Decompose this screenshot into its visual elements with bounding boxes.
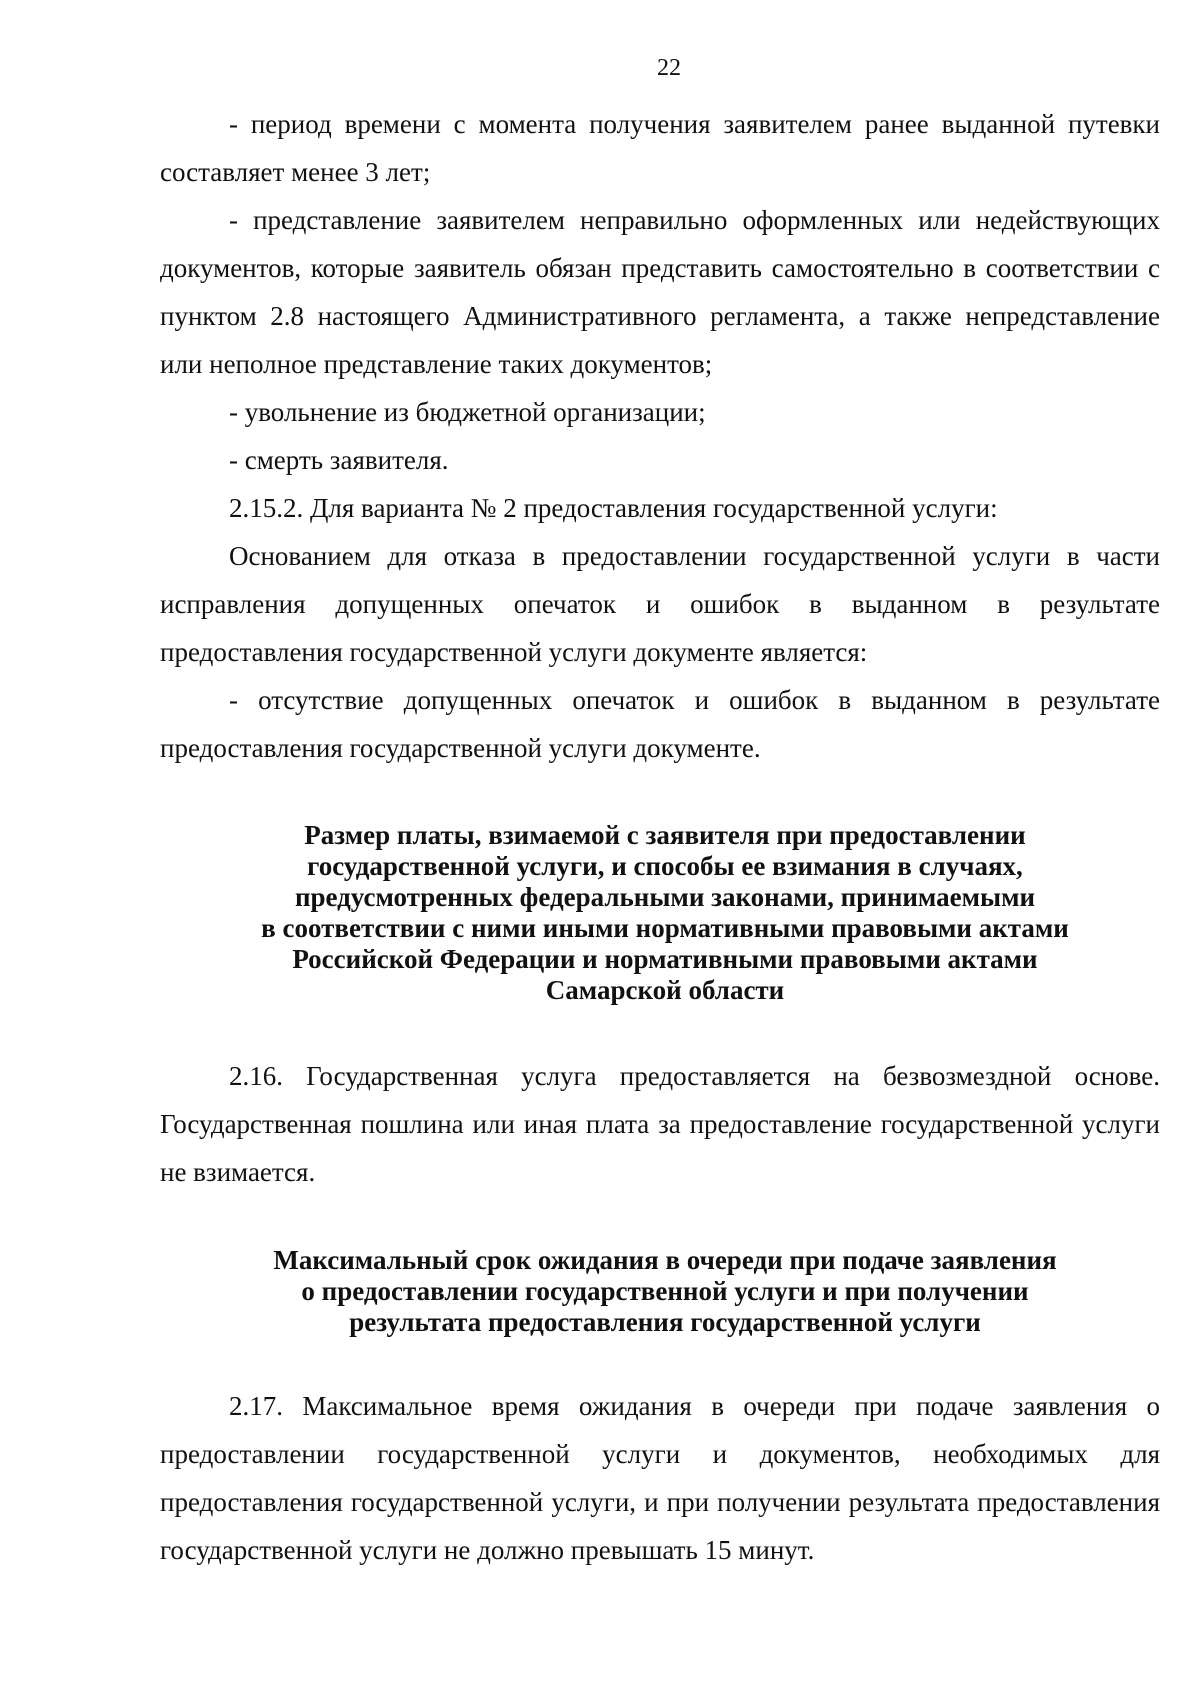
heading-line: Максимальный срок ожидания в очереди при подаче заявления [273, 1245, 1057, 1275]
heading-line: результата предоставления государственной услуги [349, 1307, 981, 1337]
paragraph-no-errors: - отсутствие допущенных опечаток и ошибок в выданном в результате предоставления государственной услуги документе. [160, 685, 1160, 763]
paragraph-dismissal: - увольнение из бюджетной организации; [229, 397, 706, 427]
paragraph-2-17: 2.17. Максимальное время ожидания в очереди при подаче заявления о предоставлении государственной услуги и документов, необходимых для предоставления государственной услуги, и при получении результата предоставления государственной услуги не должно превышать 15 минут. [160, 1391, 1160, 1565]
paragraph-2-15-2: 2.15.2. Для варианта № 2 предоставления государственной услуги: [229, 493, 998, 523]
heading-line: о предоставлении государственной услуги и при получении [301, 1276, 1029, 1306]
paragraph-death: - смерть заявителя. [229, 445, 449, 475]
document-page [160, 55, 1160, 1574]
paragraph-travel-voucher-period: - период времени с момента получения заявителем ранее выданной путевки составляет менее 3 лет; [160, 109, 1160, 187]
heading-line: предусмотренных федеральными законами, принимаемыми [294, 882, 1036, 912]
heading-line: в соответствии с ними иными нормативными правовыми актами [261, 913, 1069, 943]
heading-line: Российской Федерации и нормативными правовыми актами [292, 944, 1038, 974]
section-heading-queue [160, 1245, 1160, 1338]
paragraph-invalid-documents: - представление заявителем неправильно оформленных или недействующих документов, которые заявитель обязан представить самостоятельно в соответствии с пунктом 2.8 настоящего Административного регламента, а также непредставление или неполное представление таких документов; [160, 205, 1160, 379]
section-heading-fees [160, 820, 1160, 1006]
heading-line: Размер платы, взимаемой с заявителя при предоставлении [304, 820, 1026, 850]
heading-line: государственной услуги, и способы ее взимания в случаях, [307, 851, 1023, 881]
page-number: 22 [657, 55, 681, 81]
paragraph-refusal-grounds: Основанием для отказа в предоставлении государственной услуги в части исправления допущенных опечаток и ошибок в выданном в результате предоставления государственной услуги документе является: [160, 541, 1160, 667]
paragraph-2-16: 2.16. Государственная услуга предоставляется на безвозмездной основе. Государственная пошлина или иная плата за предоставление государственной услуги не взимается. [160, 1061, 1160, 1187]
heading-line: Самарской области [545, 975, 785, 1005]
